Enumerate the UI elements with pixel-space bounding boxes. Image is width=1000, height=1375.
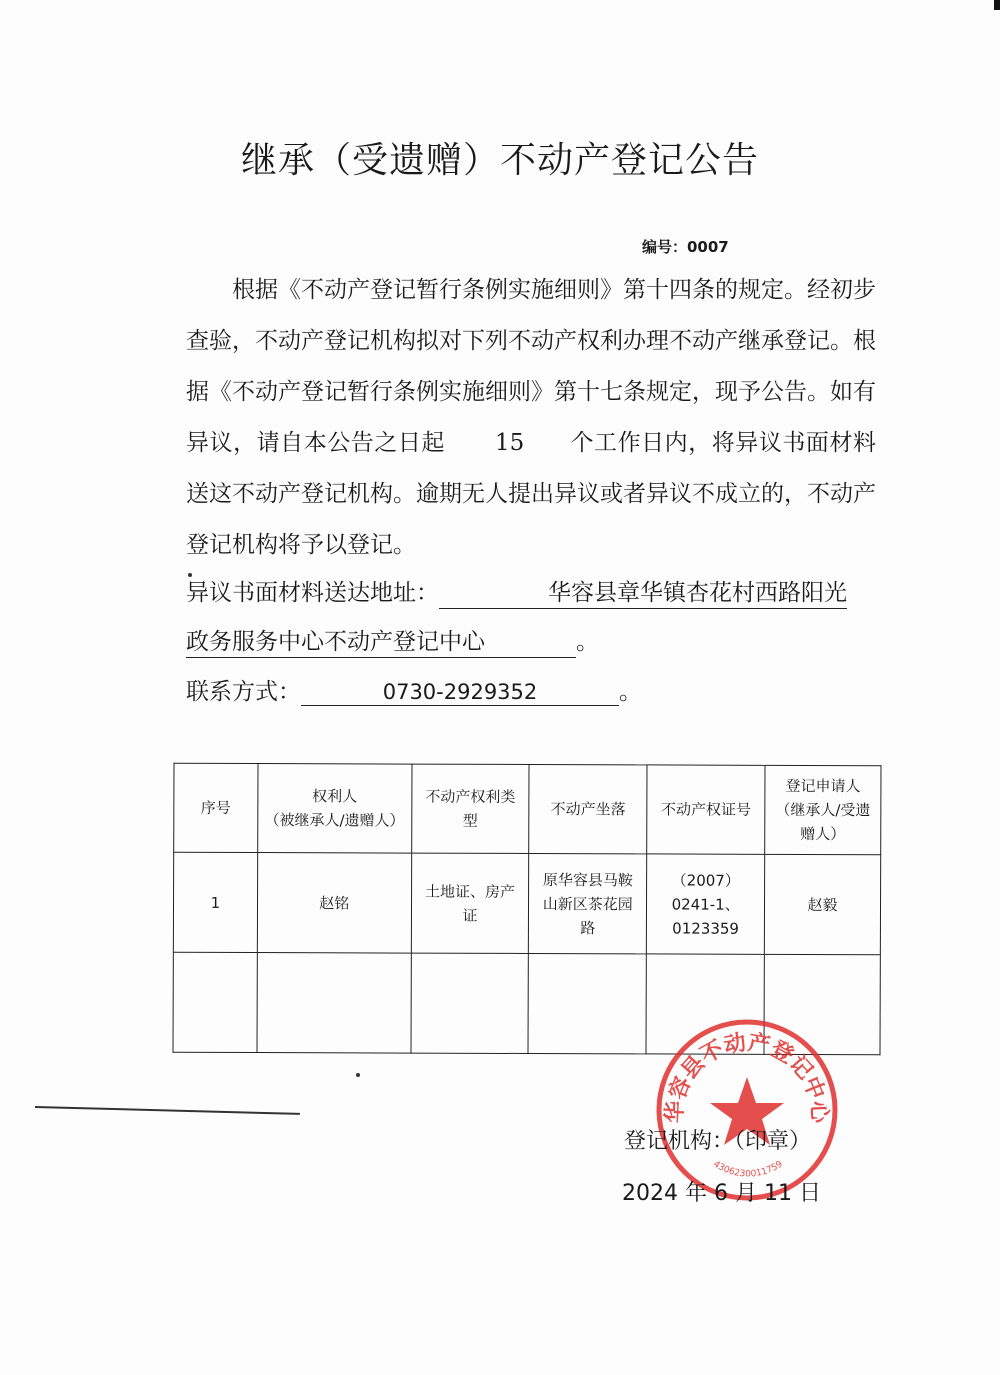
scan-corner-mark <box>994 0 1000 10</box>
table-header-cell: 登记申请人 （继承人/受遗赠人） <box>765 765 881 854</box>
contact-line <box>186 673 642 706</box>
table-row <box>173 852 880 954</box>
registration-table <box>172 763 881 1055</box>
table-header-cell: 不动产权利类型 <box>411 764 529 853</box>
table-cell: （2007） 0241-1、 0123359 <box>647 854 765 954</box>
contact-phone: 0730-2929352 <box>301 680 619 706</box>
scan-speck <box>356 1073 360 1077</box>
date-year: 2024 <box>622 1181 678 1206</box>
table-cell <box>173 952 257 1052</box>
address-label: 异议书面材料送达地址： <box>186 580 439 606</box>
contact-label: 联系方式： <box>186 679 301 705</box>
date-day-unit: 日 <box>799 1181 822 1206</box>
date-month-unit: 月 <box>735 1181 758 1206</box>
address-line-1 <box>186 574 847 609</box>
table-cell <box>257 953 411 1054</box>
scan-speck <box>188 573 192 577</box>
scan-stray-line <box>35 1106 300 1114</box>
table-header-cell: 不动产坐落 <box>529 765 647 854</box>
notice-body <box>186 265 876 571</box>
table-cell: 1 <box>173 852 257 952</box>
address-line-2 <box>186 623 599 658</box>
table-header-cell: 序号 <box>174 763 258 852</box>
notice-body-part1: 根据《不动产登记暂行条例实施细则》第十四条的规定。经初步查验，不动产登记机构拟对下列不动产权利办理不动产继承登记。根据《不动产登记暂行条例实施细则》第十七条规定，现予公告。如有异议，请自本公告之日起 <box>186 277 876 456</box>
objection-days: 15 <box>494 430 525 456</box>
contact-end-mark: 。 <box>619 679 642 705</box>
table-cell <box>411 953 529 1053</box>
notice-date <box>622 1176 821 1207</box>
date-year-unit: 年 <box>685 1181 708 1206</box>
table-header-row <box>174 763 881 854</box>
page-title: 继承（受遗赠）不动产登记公告 <box>240 140 759 181</box>
table-cell <box>528 954 646 1054</box>
table-cell: 赵毅 <box>764 854 880 954</box>
table-cell: 原华容县马鞍山新区茶花园路 <box>529 854 647 954</box>
date-day: 11 <box>764 1181 793 1206</box>
document-number: 编号：0007 <box>642 238 729 256</box>
registration-authority: 登记机构：（印章） <box>624 1129 812 1154</box>
address-value-1: 华容县章华镇杏花村西路阳光 <box>439 574 847 609</box>
address-value-2: 政务服务中心不动产登记中心 <box>186 623 576 658</box>
seal-serial: 4306230011759 <box>711 1159 785 1180</box>
table-header-cell: 权利人 （被继承人/遗赠人） <box>258 764 412 854</box>
table-cell: 赵铭 <box>257 853 411 954</box>
notice-body-part2: 个工作日内，将异议书面材料送这不动产登记机构。逾期无人提出异议或者异议不成立的，不动产登记机构将予以登记。 <box>186 430 877 558</box>
table-header-cell: 不动产权证号 <box>647 765 765 854</box>
table-cell: 土地证、房产证 <box>411 853 529 953</box>
date-month: 6 <box>714 1181 729 1206</box>
address-end-mark: 。 <box>576 629 599 655</box>
seal-text: 华容县不动产登记中心 <box>662 1030 832 1124</box>
